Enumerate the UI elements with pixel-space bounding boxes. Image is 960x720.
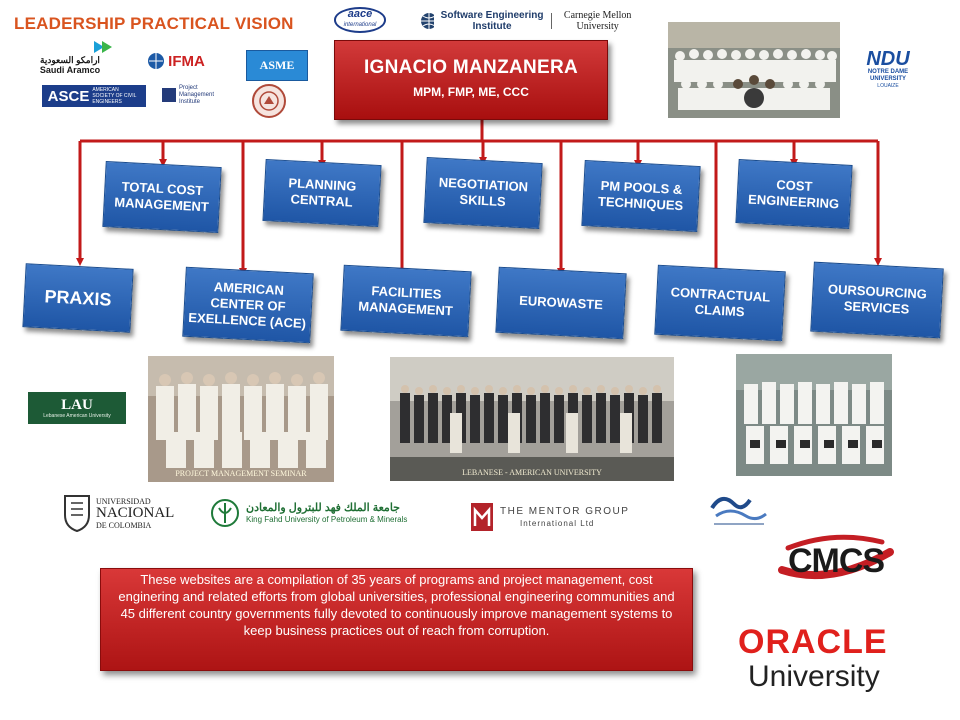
- node-pm-pools-techniques: PM POOLS & TECHNIQUES: [581, 160, 700, 232]
- kfupm-arabic: جامعة الملك فهد للبترول والمعادن: [246, 501, 400, 514]
- group-photo-top: [668, 22, 840, 118]
- sei-cmu-logo: [420, 8, 640, 34]
- group-photo-right-image: [736, 354, 892, 476]
- oracle-university-logo: [738, 622, 934, 696]
- oracle-text: ORACLE: [738, 623, 888, 661]
- mentor-mark-icon: [470, 502, 494, 532]
- root-node: [334, 40, 608, 120]
- root-name: IGNACIO MANZANERA: [363, 57, 579, 78]
- arabic-institute-logo: [706, 488, 770, 528]
- aramco-emblem-icon: [22, 39, 118, 55]
- group-photo-middle-caption: LEBANESE - AMERICAN UNIVERSITY: [462, 468, 602, 477]
- ifma-globe-icon: [147, 52, 165, 70]
- lau-logo: [28, 392, 126, 424]
- root-credentials: MPM, FMP, ME, CCC: [413, 85, 529, 99]
- aramco-arabic: ارامكو السعودية: [40, 55, 100, 65]
- unal-line1: UNIVERSIDAD: [96, 496, 151, 506]
- group-photo-right: [736, 354, 892, 476]
- ifma-text: IFMA: [168, 52, 205, 70]
- mentor-group-logo: [470, 500, 648, 534]
- group-photo-top-image: [668, 22, 840, 118]
- group-photo-middle: [390, 357, 674, 481]
- asme-text: ASME: [259, 58, 295, 72]
- unal-line3: DE COLOMBIA: [96, 520, 152, 530]
- unal-shield-icon: [62, 493, 92, 533]
- kfupm-emblem-icon: [210, 496, 240, 530]
- node-cost-engineering: COST ENGINEERING: [735, 159, 852, 229]
- node-negotiation-skills: NEGOTIATION SKILLS: [423, 157, 542, 229]
- asce-text: ASCE: [47, 87, 90, 105]
- aace-logo: [324, 8, 396, 32]
- aramco-english: Saudi Aramco: [39, 65, 101, 75]
- node-praxis: PRAXIS: [22, 263, 133, 333]
- node-eurowaste: EUROWASTE: [495, 267, 626, 340]
- oracle-subtext: University: [748, 660, 880, 693]
- pmi-logo: [162, 82, 222, 108]
- mentor-text: THE MENTOR GROUP: [500, 506, 630, 517]
- group-photo-left-caption: PROJECT MANAGEMENT SEMINAR: [175, 469, 307, 478]
- unal-line2: NACIONAL: [96, 504, 175, 521]
- mentor-subtext: International Ltd: [520, 519, 595, 528]
- cmu-text: Carnegie Mellon University: [563, 10, 632, 32]
- university-seal-logo: [252, 84, 286, 118]
- group-photo-left: [148, 356, 334, 482]
- asce-logo: [42, 85, 146, 107]
- ndu-location: LOUAIZE: [877, 83, 899, 89]
- kfupm-logo: [210, 494, 432, 532]
- aace-logo-sub: international: [343, 22, 377, 28]
- node-contractual-claims: CONTRACTUAL CLAIMS: [654, 265, 785, 342]
- cmcs-logo: [772, 526, 900, 596]
- page-title: LEADERSHIP PRACTICAL VISION: [14, 14, 294, 33]
- ndu-text: NDU: [866, 48, 910, 70]
- node-oursourcing-services: OURSOURCING SERVICES: [810, 262, 943, 339]
- ndu-subtext: NOTRE DAME UNIVERSITY: [867, 69, 909, 82]
- pmi-text: Project Management Institute: [179, 84, 215, 105]
- aace-logo-text: aace: [347, 8, 373, 20]
- cmcs-text: CMCS: [787, 541, 885, 580]
- description-box: These websites are a compilation of 35 years of programs and project management, cost enginering and related efforts from global universities, professional engineering communities and 45 different country governments fully devoted to continuously improve management systems to keep business practices out of reach from corruption.: [100, 568, 693, 671]
- pmi-mark-icon: [162, 88, 176, 102]
- wave-emblem-icon: [706, 488, 770, 528]
- group-photo-left-image: [148, 356, 334, 482]
- node-planning-central: PLANNING CENTRAL: [262, 159, 381, 227]
- globe-icon: [420, 10, 434, 32]
- lau-subtext: Lebanese American University: [43, 413, 111, 419]
- seal-icon: [258, 90, 280, 112]
- group-photo-middle-image: [390, 357, 674, 481]
- ndu-logo: [864, 44, 912, 94]
- lau-text: LAU: [61, 397, 93, 413]
- saudi-aramco-logo: [22, 38, 118, 76]
- node-american-center-of-excellence: AMERICAN CENTER OF EXELLENCE (ACE): [182, 267, 313, 344]
- kfupm-english: King Fahd University of Petroleum & Minerals: [246, 514, 408, 524]
- node-facilities-management: FACILITIES MANAGEMENT: [340, 265, 471, 338]
- node-total-cost-management: TOTAL COST MANAGEMENT: [102, 161, 221, 233]
- asme-logo: [246, 50, 308, 81]
- unal-logo: [62, 490, 182, 536]
- sei-text: Software Engineering Institute: [440, 10, 544, 32]
- asce-subtext: AMERICAN SOCIETY OF CIVIL ENGINEERS: [92, 87, 137, 105]
- ifma-logo: [138, 50, 214, 72]
